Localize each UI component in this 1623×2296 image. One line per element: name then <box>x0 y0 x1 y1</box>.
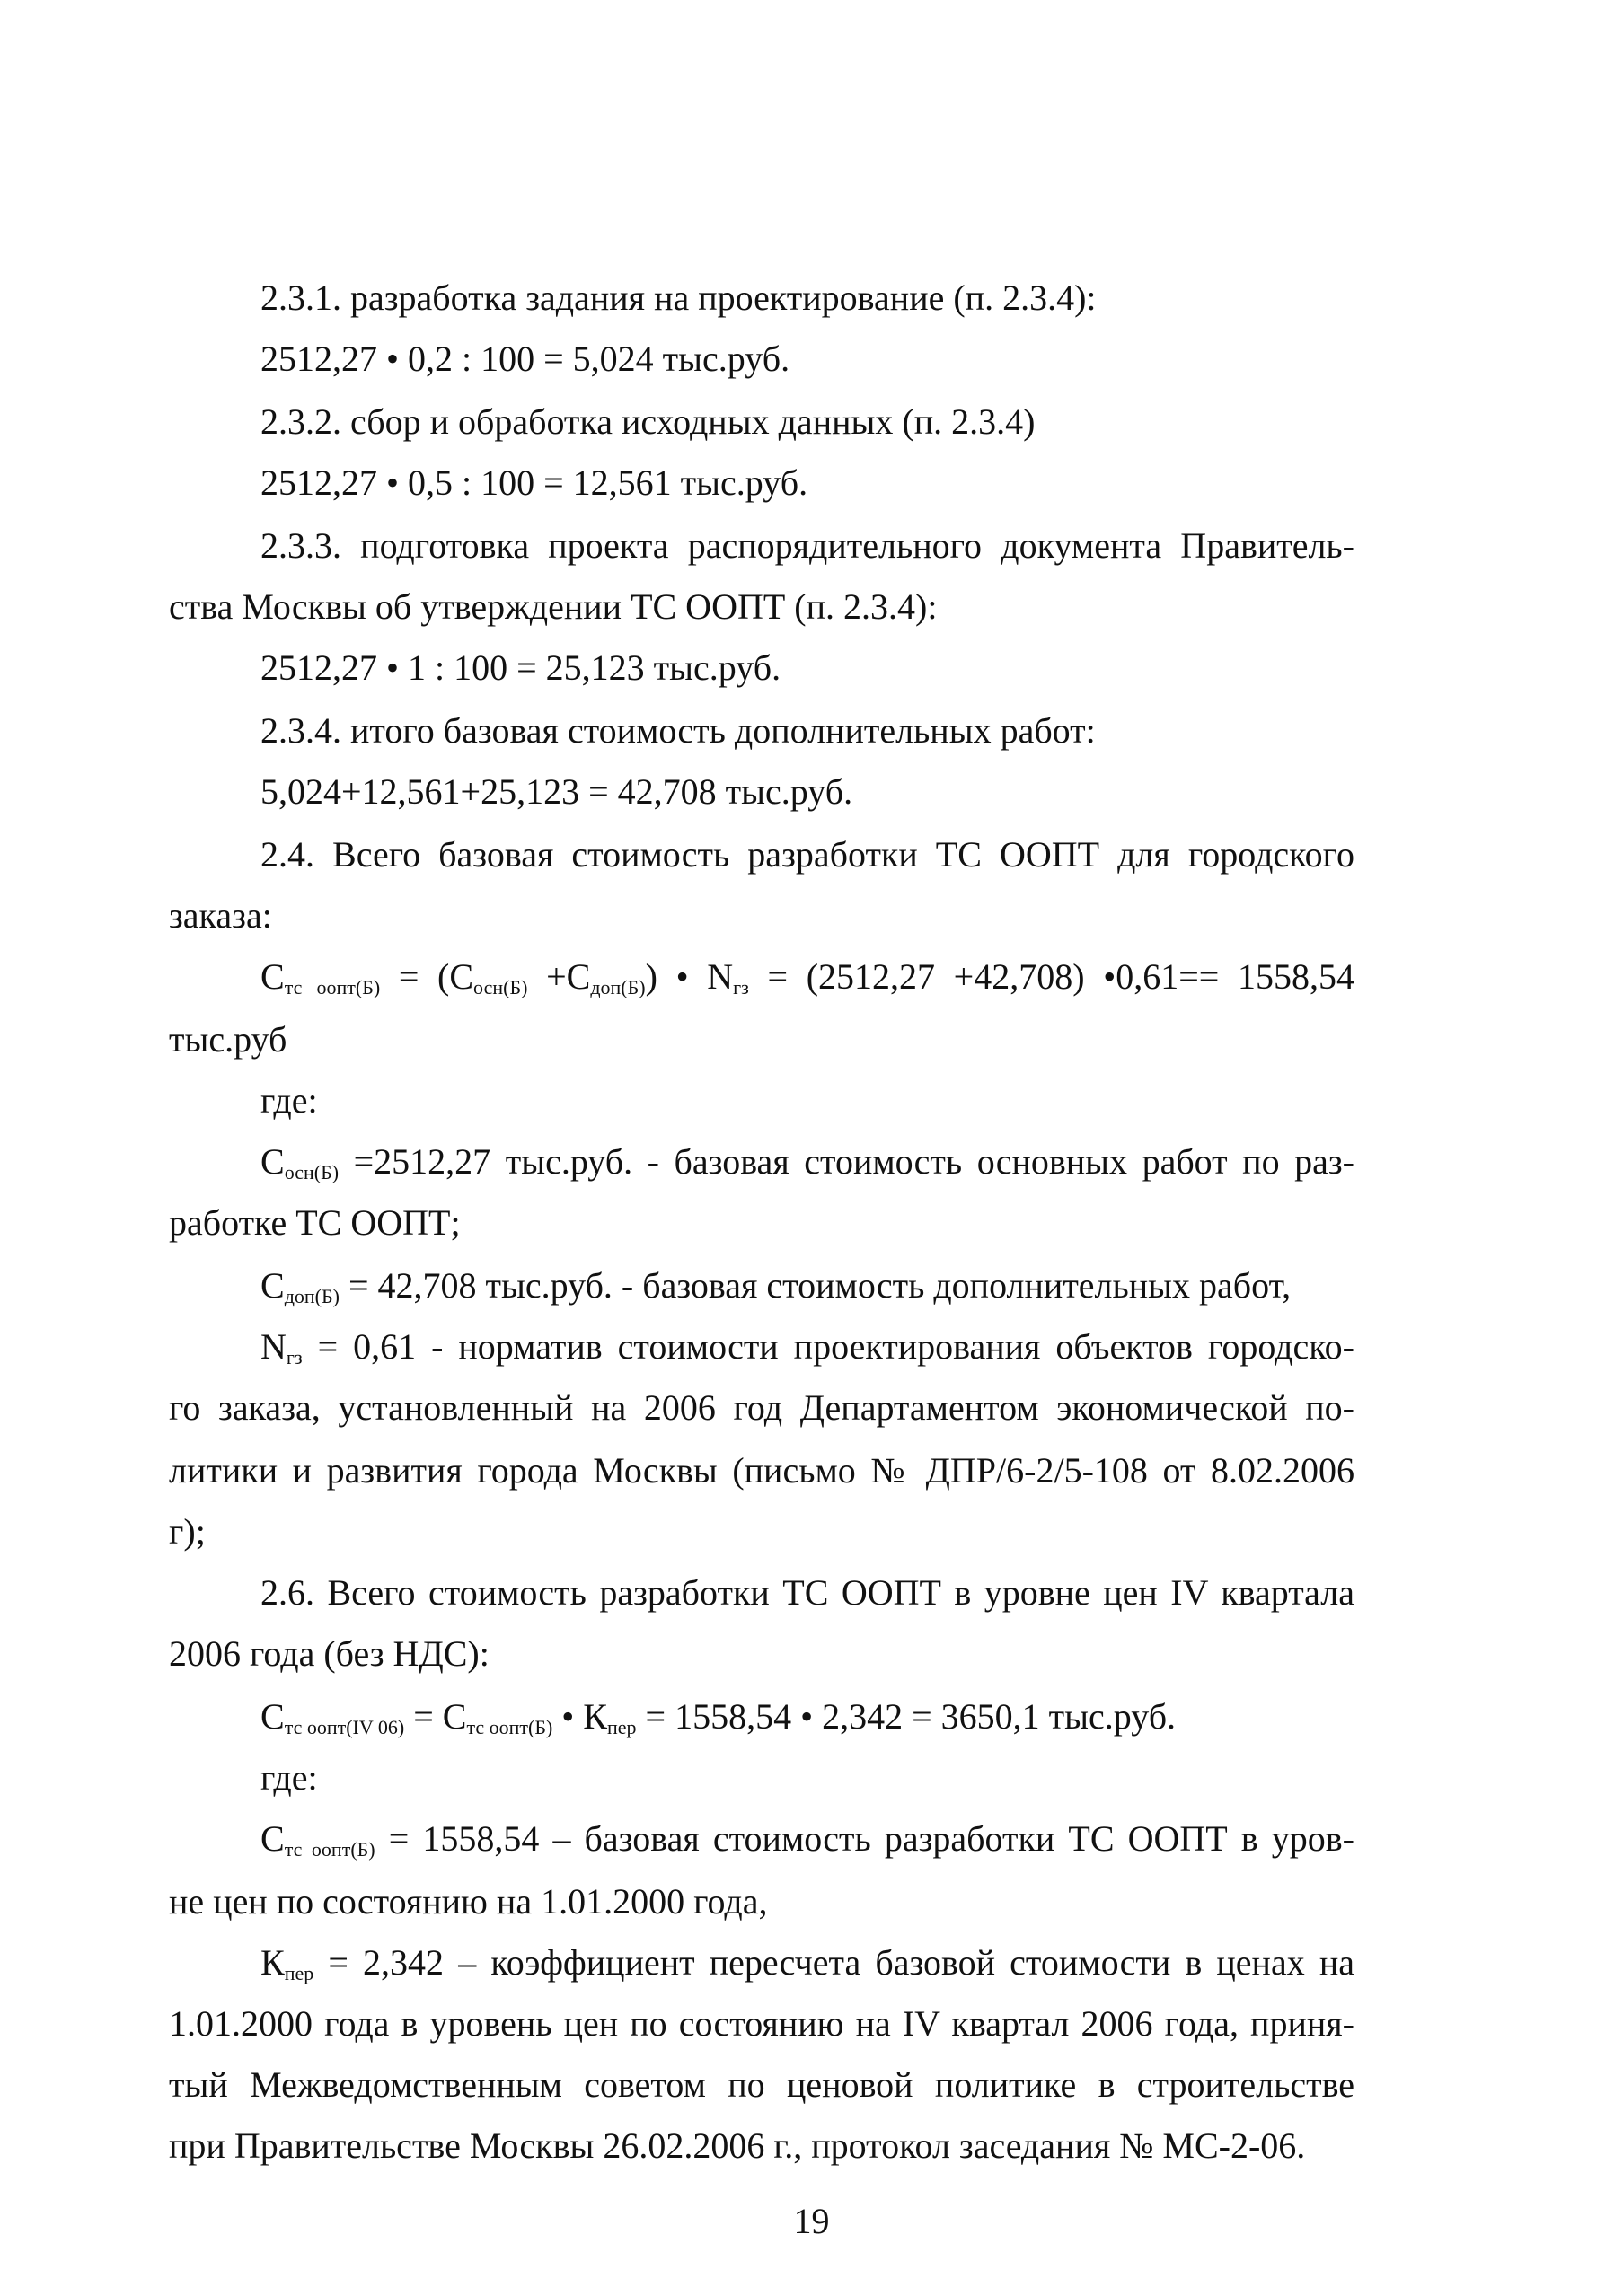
text-line: 2.3.2. сбор и обработка исходных данных (п. 2.3.4) <box>260 401 1036 442</box>
definition-line: $N_{гз} = 0,61$ - норматив стоимости проектирования объектов городско- <box>260 1326 1354 1368</box>
text-line: где: <box>260 1757 318 1798</box>
cost-formula: $С_{тс оопт(Б)} = (С_{осн(Б)} +С_{доп(Б)})$ • $N_{гз} = (2512,27 +42,708)$ •0,61== 1558,54 <box>260 956 1354 998</box>
text-line: где: <box>260 1080 318 1121</box>
text-line: литики и развития города Москвы (письмо № ДПР/6-2/5-108 от 8.02.2006 <box>169 1450 1354 1491</box>
text-line: при Правительстве Москвы 26.02.2006 г., протокол заседания № МС-2-06. <box>169 2125 1306 2166</box>
definition-line: $С_{доп(Б)} = 42,708$ тыс.руб. - базовая стоимость дополнительных работ, <box>260 1265 1292 1307</box>
text-line: тый Межведомственным советом по ценовой политике в строительстве <box>169 2064 1354 2105</box>
text-line: 2006 года (без НДС): <box>169 1633 490 1674</box>
text-line: г); <box>169 1511 206 1552</box>
text-line: 2.6. Всего стоимость разработки ТС ООПТ в уровне цен IV квартала <box>260 1572 1354 1613</box>
text-line: тыс.руб <box>169 1019 287 1060</box>
text-line: не цен по состоянию на 1.01.2000 года, <box>169 1881 768 1922</box>
definition-line: $С_{осн(Б)} =2512,27$ тыс.руб. - базовая стоимость основных работ по раз- <box>260 1141 1354 1183</box>
formula-line: 2512,27 • 0,5 : 100 = 12,561 тыс.руб. <box>260 462 808 503</box>
text-line: 1.01.2000 года в уровень цен по состоянию на IV квартал 2006 года, приня- <box>169 2003 1354 2044</box>
formula-line: 2512,27 • 0,2 : 100 = 5,024 тыс.руб. <box>260 339 790 379</box>
text-line: 2.4. Всего базовая стоимость разработки ТС ООПТ для городского <box>260 834 1354 875</box>
text-line: работке ТС ООПТ; <box>169 1202 461 1243</box>
text-line: го заказа, установленный на 2006 год Департаментом экономической по- <box>169 1387 1354 1428</box>
formula-line: 5,024+12,561+25,123 = 42,708 тыс.руб. <box>260 771 853 812</box>
text-line: ства Москвы об утверждении ТС ООПТ (п. 2.3.4): <box>169 586 938 627</box>
text-line: 2.3.4. итого базовая стоимость дополнительных работ: <box>260 710 1096 751</box>
text-line: 2.3.3. подготовка проекта распорядительного документа Правитель- <box>260 525 1354 566</box>
definition-line: $К_{пер} = 2,342$ – коэффициент пересчета базовой стоимости в ценах на <box>260 1942 1354 1984</box>
page-number: 19 <box>793 2201 830 2241</box>
formula-line: 2512,27 • 1 : 100 = 25,123 тыс.руб. <box>260 647 781 688</box>
text-line: заказа: <box>169 895 272 936</box>
definition-line: $С_{тс оопт(Б)} = 1558,54$ – базовая стоимость разработки ТС ООПТ в уров- <box>260 1818 1354 1861</box>
cost-formula: $С_{тс оопт(IV 06)} = С_{тс оопт(Б)}$ • $К_{пер} = 1558,54$ • 2,342 = 3650,1 тыс.руб. <box>260 1696 1177 1738</box>
text-line: 2.3.1. разработка задания на проектирование (п. 2.3.4): <box>260 277 1097 318</box>
